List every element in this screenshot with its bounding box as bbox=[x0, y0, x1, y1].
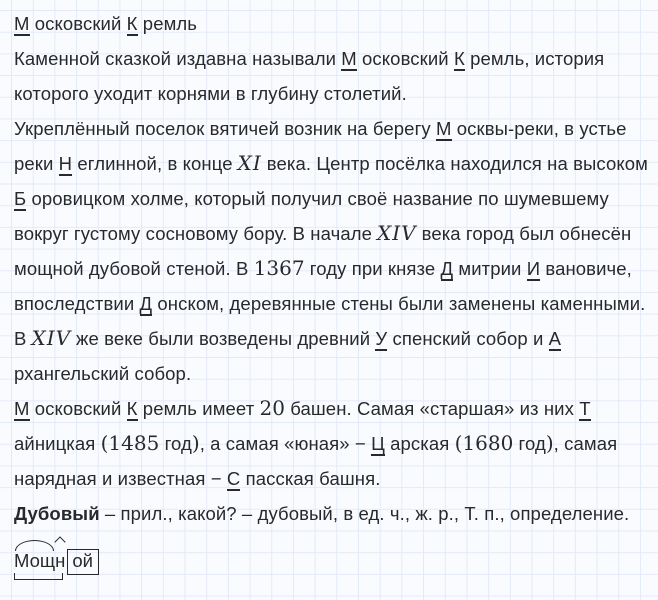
text-run: митрии bbox=[453, 258, 527, 279]
text-run: XIV bbox=[377, 221, 417, 245]
text-run: ) bbox=[191, 431, 200, 455]
text-line bbox=[14, 216, 648, 251]
text-line bbox=[14, 286, 648, 321]
text-run: осковский bbox=[356, 48, 454, 69]
text-line bbox=[14, 461, 648, 496]
text-line bbox=[14, 391, 648, 426]
text-run: века. Центр посёлка находился на высоком bbox=[266, 153, 648, 174]
text-run: нарядная и известная − bbox=[14, 468, 227, 489]
text-run: год bbox=[159, 433, 192, 454]
text-run: В bbox=[14, 328, 27, 349]
text-run: 20 bbox=[259, 396, 285, 420]
word-stem bbox=[14, 550, 65, 572]
text-line bbox=[14, 496, 648, 531]
text-run: реки bbox=[14, 153, 59, 174]
text-run: ) bbox=[545, 431, 554, 455]
text-run: XIV bbox=[31, 326, 72, 350]
text-run: рхангельский собор. bbox=[14, 363, 192, 384]
underlined-letter: У bbox=[375, 328, 388, 349]
text-run: году при князе bbox=[304, 258, 441, 279]
text-run: вокруг густому сосновому бору. В начале bbox=[14, 223, 372, 244]
word-ending bbox=[67, 549, 99, 575]
text-run: (1485 bbox=[100, 431, 160, 455]
text-run: 1367 bbox=[253, 256, 305, 280]
underlined-letter: А bbox=[548, 328, 562, 349]
stem-bracket-icon bbox=[14, 573, 63, 580]
text-line bbox=[14, 321, 648, 356]
text-run: впоследствии bbox=[14, 293, 140, 314]
text-run: год bbox=[513, 433, 546, 454]
suffix-text: н bbox=[55, 550, 66, 571]
underlined-letter: М bbox=[436, 118, 452, 139]
root-arc-icon bbox=[15, 540, 54, 551]
text-run: Дубовый bbox=[14, 503, 100, 524]
text-line bbox=[14, 41, 648, 76]
text-line bbox=[14, 181, 648, 216]
text-run: вановиче, bbox=[540, 258, 632, 279]
word-root bbox=[14, 550, 55, 572]
underlined-letter: Т bbox=[579, 398, 591, 419]
word-analysis bbox=[14, 535, 658, 575]
text-run: же веке были возведены древний bbox=[76, 328, 376, 349]
underlined-letter: К bbox=[126, 398, 138, 419]
text-run: (1680 bbox=[454, 431, 514, 455]
word-suffix bbox=[55, 550, 65, 572]
text-run: оровицком холме, который получил своё название по шумевшему bbox=[26, 188, 609, 209]
text-run: башен. Самая «старшая» из них bbox=[284, 398, 580, 419]
text-run: онском, деревянные стены были заменены каменными. bbox=[152, 293, 646, 314]
text-run: ремль bbox=[137, 13, 198, 34]
underlined-letter: К bbox=[453, 48, 465, 69]
text-run: века город был обнесён bbox=[421, 223, 632, 244]
text-run: Каменной сказкой издавна называли bbox=[14, 48, 342, 69]
text-line bbox=[14, 426, 648, 461]
text-run: спенский собор и bbox=[387, 328, 549, 349]
text-line bbox=[14, 251, 648, 286]
text-run: еглинной, в конце bbox=[72, 153, 233, 174]
text-line bbox=[14, 6, 648, 41]
text-run: арская bbox=[384, 433, 455, 454]
underlined-letter: С bbox=[226, 468, 241, 489]
underlined-letter: Ц bbox=[371, 433, 385, 454]
underlined-letter: И bbox=[526, 258, 541, 279]
text-run: – прил., какой? – дубовый, в ед. ч., ж. р., Т. п., определение. bbox=[99, 503, 630, 524]
suffix-caret-icon bbox=[55, 536, 66, 547]
text-run: ремль, история bbox=[464, 48, 605, 69]
text-run: , самая bbox=[553, 433, 618, 454]
text-run: осковский bbox=[29, 398, 127, 419]
underlined-letter: Б bbox=[14, 188, 27, 209]
text-run: осковский bbox=[29, 13, 127, 34]
underlined-letter: Н bbox=[58, 153, 73, 174]
underlined-letter: Д bbox=[440, 258, 454, 279]
underlined-letter: М bbox=[14, 13, 30, 34]
text-run: XI bbox=[237, 151, 262, 175]
text-run: ремль имеет bbox=[137, 398, 260, 419]
text-run: которого уходит корнями в глубину столетий. bbox=[14, 83, 407, 104]
underlined-letter: Д bbox=[139, 293, 153, 314]
text-run: мощной дубовой стеной. В bbox=[14, 258, 254, 279]
text-run: пасская башня. bbox=[240, 468, 381, 489]
text-line bbox=[14, 146, 648, 181]
text-run: Укреплённый поселок вятичей возник на берегу bbox=[14, 118, 437, 139]
underlined-letter: К bbox=[126, 13, 138, 34]
text-run: осквы-реки, в устье bbox=[451, 118, 627, 139]
text-run: , а самая «юная» − bbox=[199, 433, 372, 454]
text-run: айницкая bbox=[14, 433, 101, 454]
ending-text: ой bbox=[72, 550, 93, 571]
underlined-letter: М bbox=[14, 398, 30, 419]
underlined-letter: М bbox=[341, 48, 357, 69]
text-line bbox=[14, 356, 648, 391]
root-text: Мощ bbox=[14, 550, 56, 571]
text-line bbox=[14, 76, 648, 111]
text-line bbox=[14, 111, 648, 146]
